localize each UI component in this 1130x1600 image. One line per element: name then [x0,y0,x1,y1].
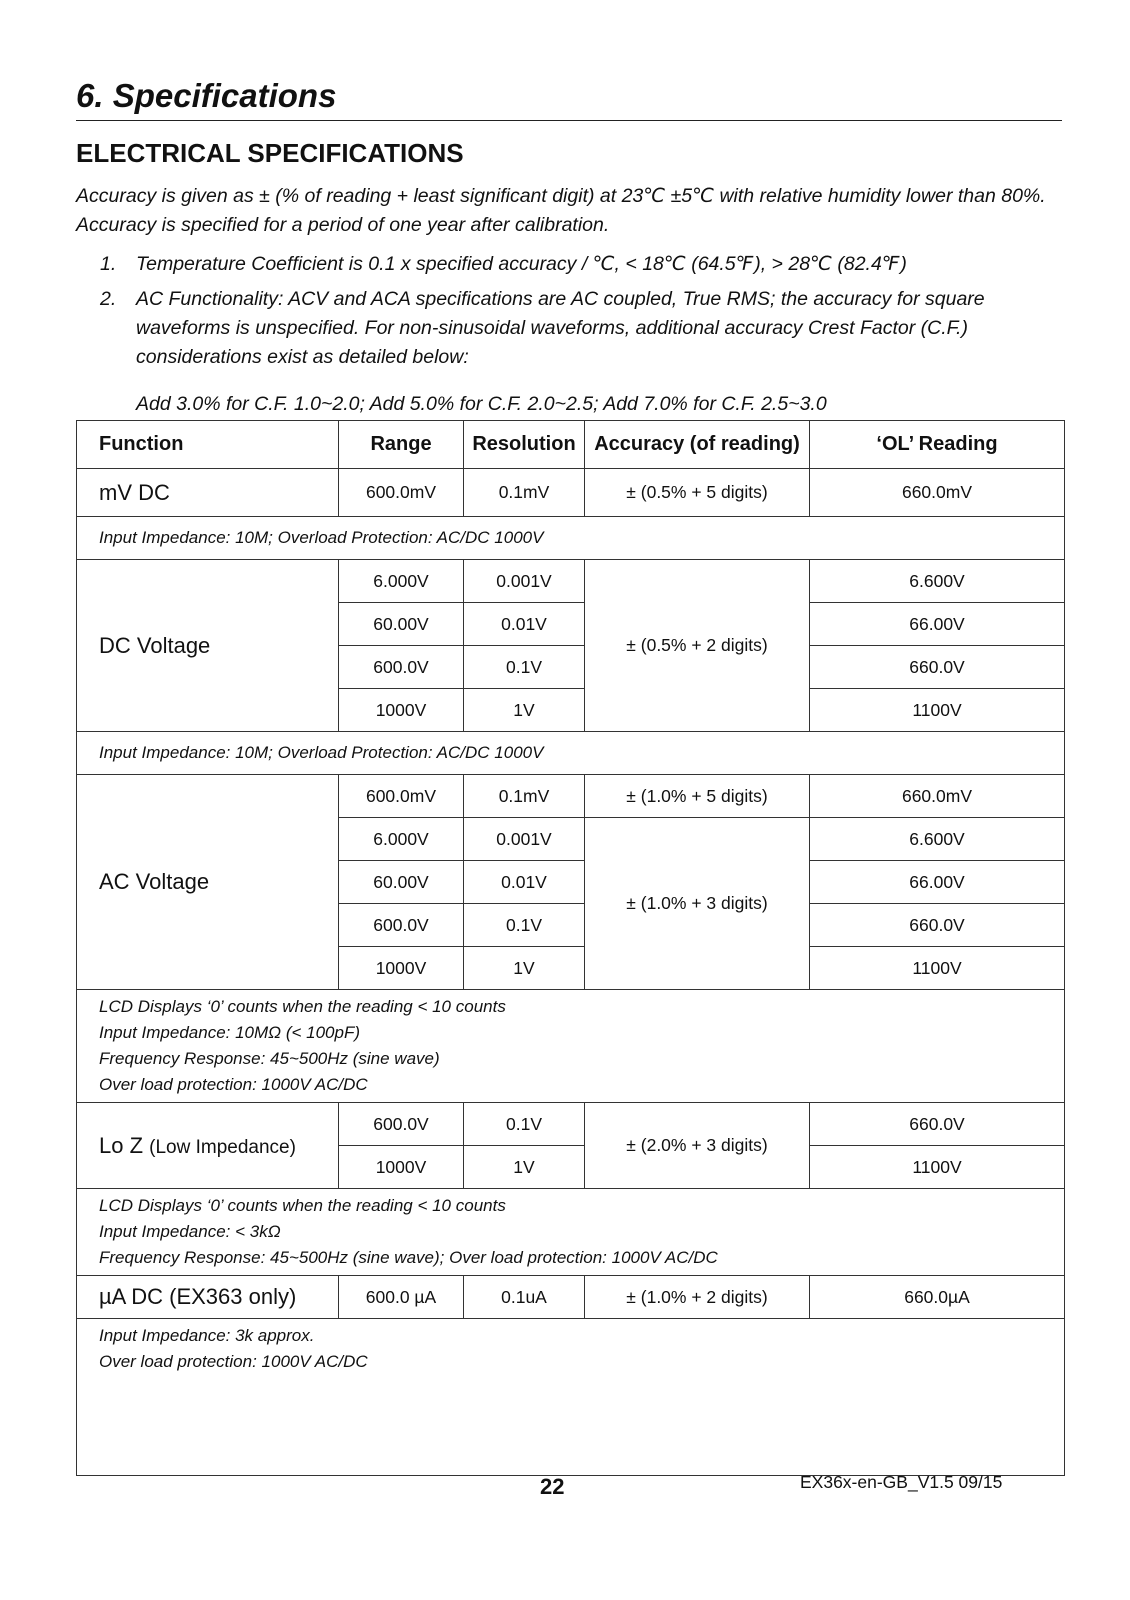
note-line: Input Impedance: 10M; Overload Protection: AC/DC 1000V [99,528,544,547]
range-cell: 1000V [339,947,464,990]
function-cell [77,1103,339,1189]
note-line: Input Impedance: 10M; Overload Protection: AC/DC 1000V [99,743,544,762]
ol-cell: 6.600V [810,560,1065,603]
note-line: Input Impedance: 3k approx. [99,1326,315,1345]
range-cell: 600.0V [339,646,464,689]
accuracy-cell: ± (0.5% + 5 digits) [585,469,810,517]
range-cell: 1000V [339,689,464,732]
table-header-row [77,421,1065,469]
header-resolution: Resolution [464,421,585,469]
note-line: Over load protection: 1000V AC/DC [99,1352,368,1371]
range-cell: 6.000V [339,560,464,603]
range-cell: 600.0V [339,904,464,947]
range-cell: 600.0mV [339,775,464,818]
ol-cell: 660.0mV [810,775,1065,818]
function-cell: µA DC (EX363 only) [77,1276,339,1319]
function-cell: mV DC [77,469,339,517]
resolution-cell: 0.01V [464,861,585,904]
ol-cell: 66.00V [810,603,1065,646]
accuracy-cell: ± (1.0% + 3 digits) [585,818,810,990]
section-title: ELECTRICAL SPECIFICATIONS [76,138,464,168]
ol-cell: 1100V [810,689,1065,732]
range-cell: 60.00V [339,861,464,904]
table-row [77,775,1065,818]
resolution-cell: 0.1mV [464,775,585,818]
resolution-cell: 0.1V [464,1103,585,1146]
resolution-cell: 1V [464,1146,585,1189]
note-row [77,1319,1065,1476]
spec-table [76,420,1065,1476]
range-cell: 600.0V [339,1103,464,1146]
range-cell: 600.0mV [339,469,464,517]
note-row [77,1189,1065,1276]
note-cell [77,990,1065,1103]
function-name: Lo Z [99,1132,144,1158]
ol-cell: 660.0V [810,646,1065,689]
range-cell: 6.000V [339,818,464,861]
resolution-cell: 0.1V [464,646,585,689]
range-cell: 60.00V [339,603,464,646]
accuracy-cell: ± (1.0% + 2 digits) [585,1276,810,1319]
range-cell: 1000V [339,1146,464,1189]
document-reference: EX36x-en-GB_V1.5 09/15 [800,1472,1003,1492]
note-item [76,250,1056,279]
resolution-cell: 0.1uA [464,1276,585,1319]
range-cell: 600.0 µA [339,1276,464,1319]
note-item [76,285,1056,372]
note-line: Frequency Response: 45~500Hz (sine wave); Over load protection: 1000V AC/DC [99,1248,718,1267]
accuracy-cell: ± (0.5% + 2 digits) [585,560,810,732]
table-row [77,469,1065,517]
note-line: Input Impedance: 10MΩ (< 100pF) [99,1023,360,1042]
resolution-cell: 1V [464,689,585,732]
note-text: Temperature Coefficient is 0.1 x specified accuracy / ℃, < 18℃ (64.5℉), > 28℃ (82.4℉) [136,253,907,275]
page-title: 6. Specifications [76,74,1062,121]
accuracy-cell: ± (1.0% + 5 digits) [585,775,810,818]
table-row [77,560,1065,603]
resolution-cell: 0.001V [464,560,585,603]
note-cell [77,1189,1065,1276]
header-range: Range [339,421,464,469]
note-number: 1. [100,253,117,275]
note-line: LCD Displays ‘0’ counts when the reading < 10 counts [99,997,506,1016]
resolution-cell: 0.1V [464,904,585,947]
table-row [77,1276,1065,1319]
note-line: LCD Displays ‘0’ counts when the reading < 10 counts [99,1196,506,1215]
ol-cell: 660.0mV [810,469,1065,517]
function-cell: DC Voltage [77,560,339,732]
note-row [77,990,1065,1103]
note-text: AC Functionality: ACV and ACA specifications are AC coupled, True RMS; the accuracy for square waveforms is unspecified. For non-sinusoidal waveforms, additional accuracy Crest Factor (C.F.) considerations exist as detailed below: [136,288,985,368]
ol-cell: 660.0V [810,904,1065,947]
intro-paragraph: Accuracy is given as ± (% of reading + least significant digit) at 23℃ ±5℃ with relative humidity lower than 80%. Accuracy is specified for a period of one year after calibration. [76,185,1046,236]
notes-list [76,250,1056,378]
header-ol-reading: ‘OL’ Reading [810,421,1065,469]
note-cell [77,732,1065,775]
note-line: Input Impedance: < 3kΩ [99,1222,281,1241]
accuracy-cell: ± (2.0% + 3 digits) [585,1103,810,1189]
note-number: 2. [100,288,117,310]
ol-cell: 66.00V [810,861,1065,904]
note-row [77,732,1065,775]
ol-cell: 1100V [810,947,1065,990]
ol-cell: 1100V [810,1146,1065,1189]
note-line: Over load protection: 1000V AC/DC [99,1075,368,1094]
resolution-cell: 0.1mV [464,469,585,517]
crest-factor-line: Add 3.0% for C.F. 1.0~2.0; Add 5.0% for C.F. 2.0~2.5; Add 7.0% for C.F. 2.5~3.0 [136,393,827,415]
note-line: Frequency Response: 45~500Hz (sine wave) [99,1049,440,1068]
resolution-cell: 0.001V [464,818,585,861]
ol-cell: 660.0V [810,1103,1065,1146]
header-function: Function [77,421,339,469]
resolution-cell: 0.01V [464,603,585,646]
note-cell [77,1319,1065,1476]
function-cell: AC Voltage [77,775,339,990]
note-cell [77,517,1065,560]
function-suffix: (Low Impedance) [149,1136,296,1158]
table-row [77,1103,1065,1146]
note-row [77,517,1065,560]
page-number: 22 [540,1474,565,1499]
ol-cell: 6.600V [810,818,1065,861]
ol-cell: 660.0µA [810,1276,1065,1319]
header-accuracy: Accuracy (of reading) [585,421,810,469]
resolution-cell: 1V [464,947,585,990]
